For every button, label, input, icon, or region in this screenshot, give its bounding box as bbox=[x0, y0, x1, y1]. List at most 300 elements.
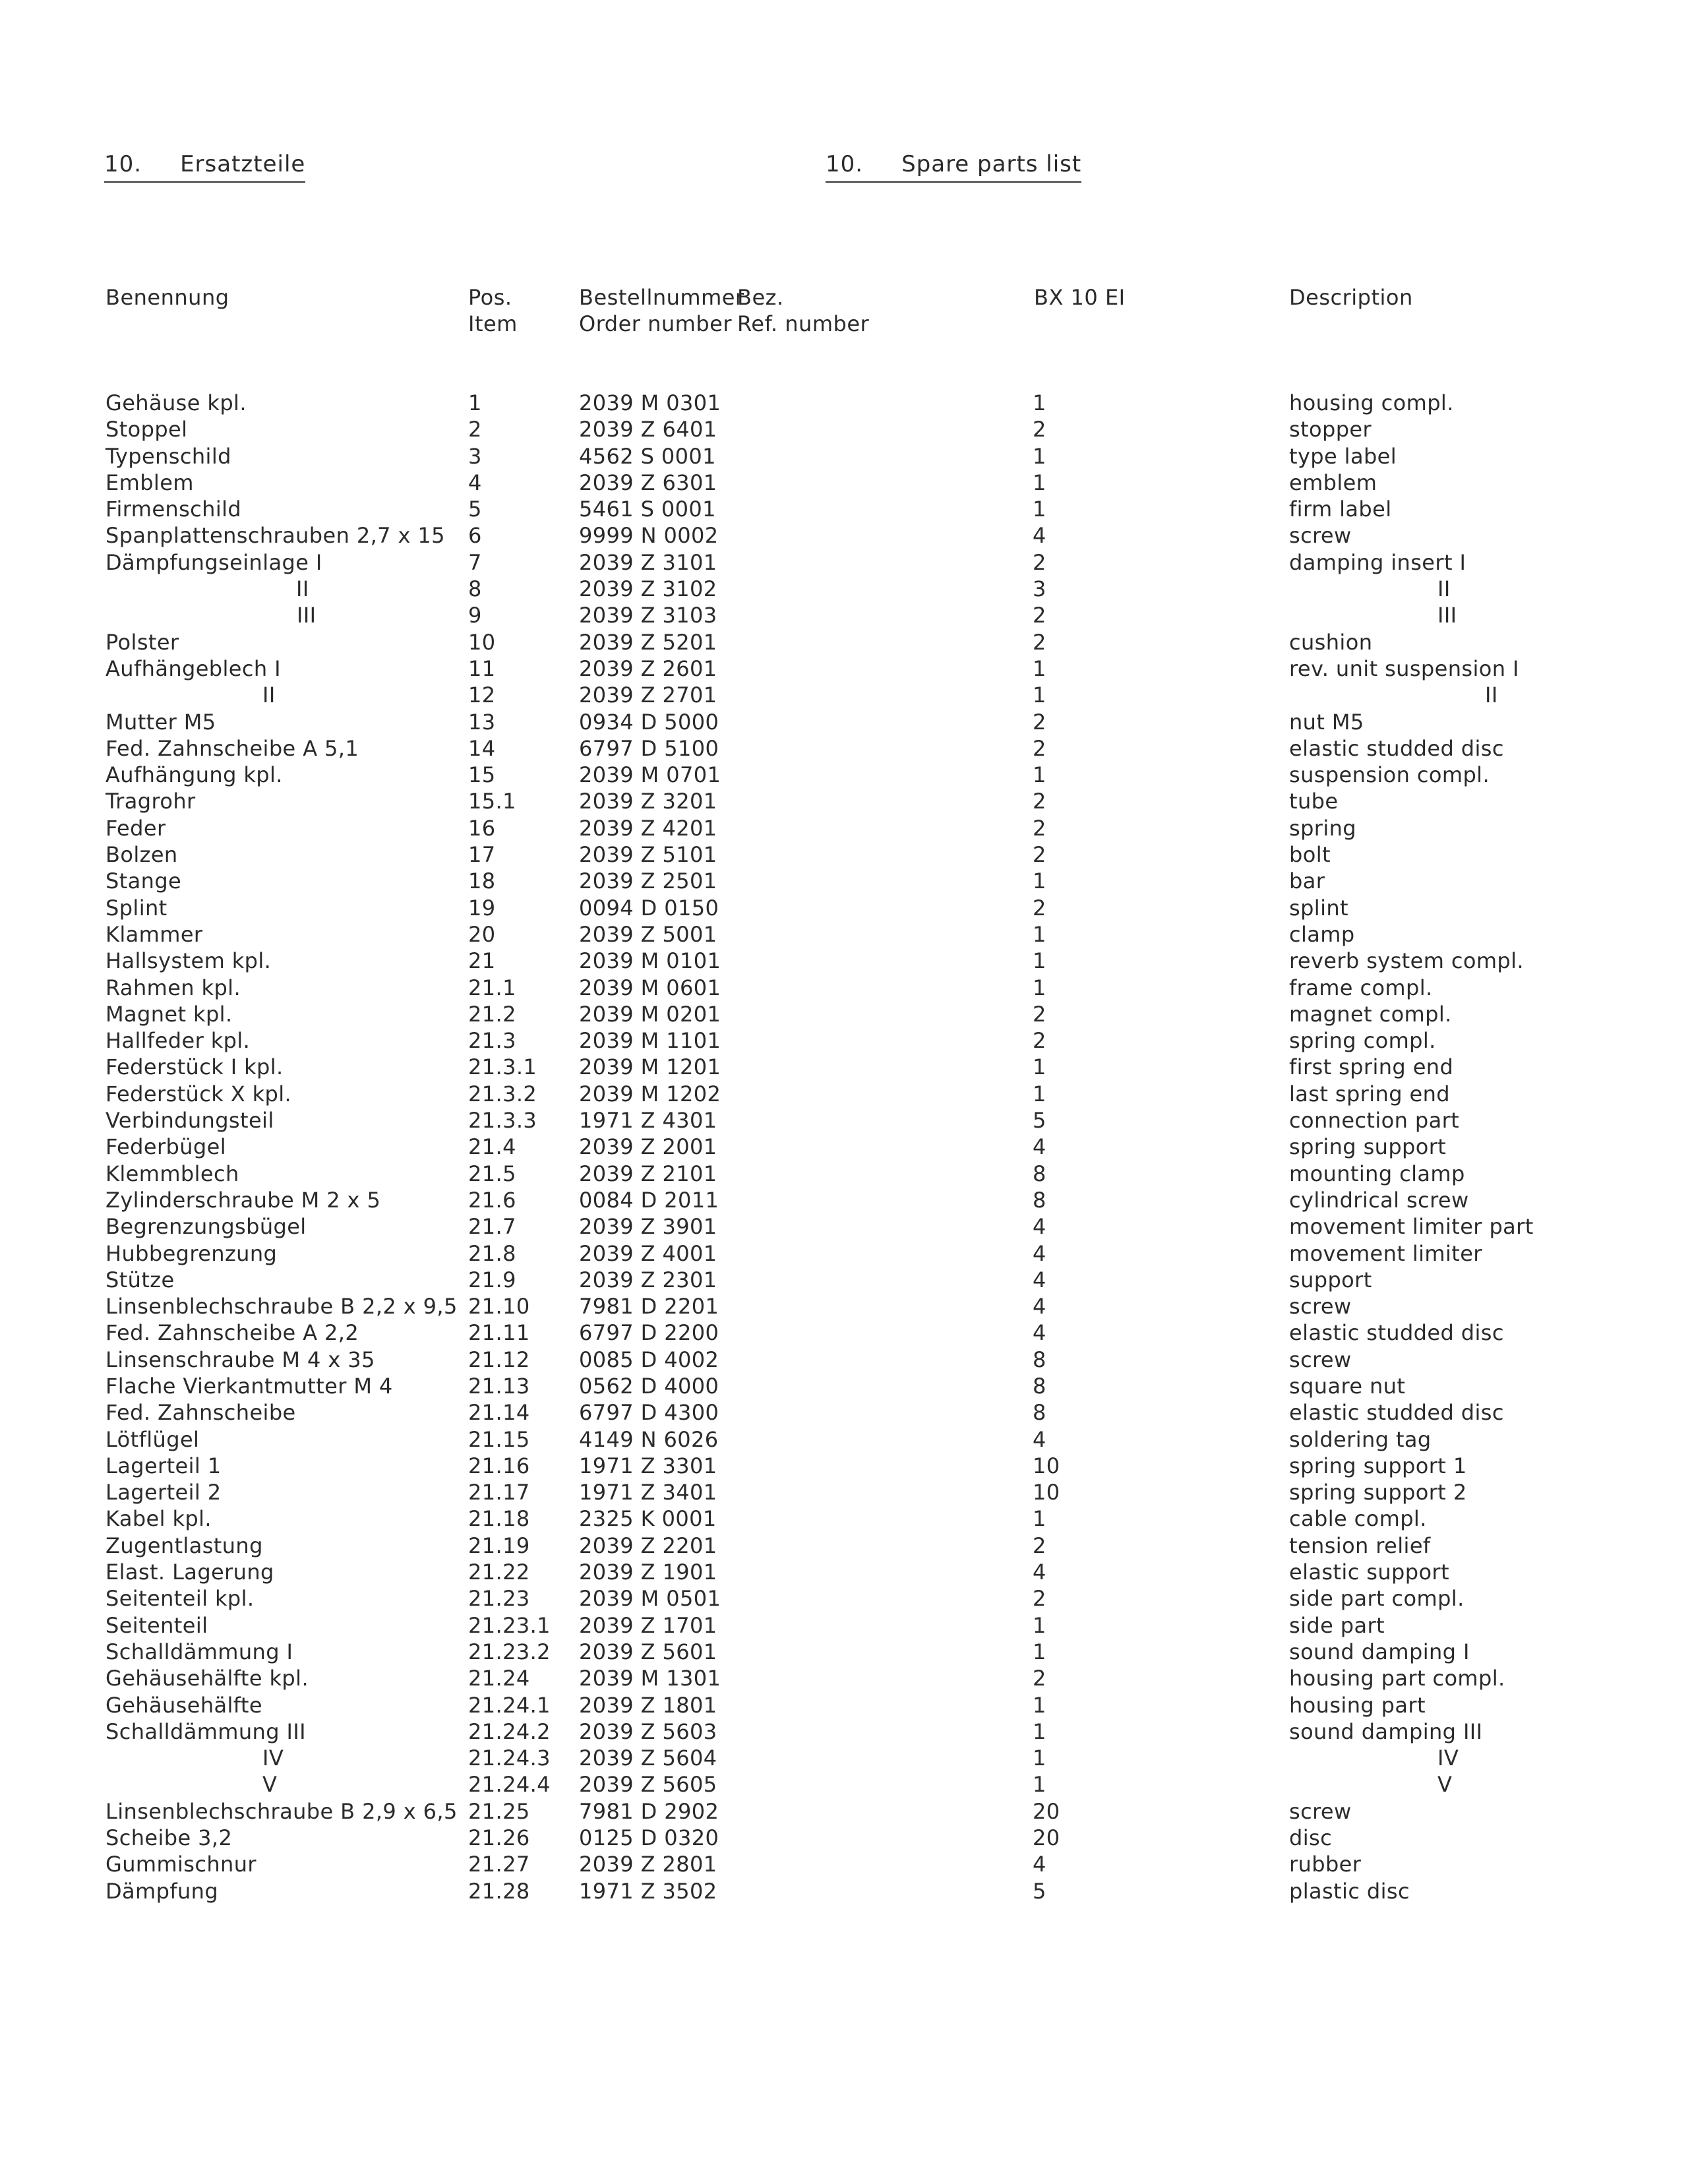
part-name: Spanplattenschrauben 2,7 x 15 bbox=[106, 523, 445, 549]
part-order-number: 2039 Z 5605 bbox=[579, 1772, 717, 1798]
part-description: housing compl. bbox=[1289, 390, 1454, 415]
part-pos: 14 bbox=[468, 735, 496, 761]
table-row bbox=[0, 682, 1692, 708]
part-order-number: 2039 Z 3103 bbox=[579, 603, 717, 628]
part-order-number: 0084 D 2011 bbox=[579, 1187, 719, 1213]
part-name: Tragrohr bbox=[106, 789, 196, 814]
part-pos: 21.26 bbox=[468, 1825, 530, 1851]
part-name: V bbox=[262, 1772, 278, 1798]
part-description: spring support bbox=[1289, 1134, 1447, 1160]
part-quantity: 2 bbox=[1033, 1028, 1046, 1054]
part-description: sound damping I bbox=[1289, 1639, 1470, 1664]
part-description: sound damping III bbox=[1289, 1718, 1483, 1744]
part-order-number: 2039 Z 5604 bbox=[579, 1745, 717, 1771]
part-name: Hallfeder kpl. bbox=[106, 1028, 251, 1054]
part-description: cylindrical screw bbox=[1289, 1187, 1469, 1213]
part-name: Polster bbox=[106, 629, 179, 655]
part-pos: 21.1 bbox=[468, 975, 516, 1000]
part-description: cable compl. bbox=[1289, 1506, 1427, 1532]
part-name: Flache Vierkantmutter M 4 bbox=[106, 1373, 393, 1399]
part-description: damping insert I bbox=[1289, 549, 1466, 575]
part-pos: 21.8 bbox=[468, 1240, 516, 1266]
part-name: Seitenteil kpl. bbox=[106, 1586, 255, 1612]
part-pos: 21.19 bbox=[468, 1532, 530, 1558]
part-description: II bbox=[1485, 682, 1498, 708]
table-row bbox=[0, 921, 1692, 948]
part-name: Linsenblechschraube B 2,9 x 6,5 bbox=[106, 1798, 458, 1824]
part-order-number: 2039 Z 6401 bbox=[579, 417, 717, 442]
part-name: Aufhängeblech I bbox=[106, 655, 281, 681]
part-name: Scheibe 3,2 bbox=[106, 1825, 233, 1851]
part-quantity: 1 bbox=[1033, 975, 1046, 1000]
part-name: Aufhängung kpl. bbox=[106, 762, 283, 788]
part-pos: 15.1 bbox=[468, 789, 516, 814]
part-description: III bbox=[1437, 603, 1457, 628]
part-order-number: 2039 M 0601 bbox=[579, 975, 721, 1000]
part-quantity: 2 bbox=[1033, 1586, 1046, 1612]
part-pos: 7 bbox=[468, 549, 482, 575]
part-pos: 21.13 bbox=[468, 1373, 530, 1399]
part-order-number: 1971 Z 3301 bbox=[579, 1453, 717, 1478]
part-order-number: 2039 M 1101 bbox=[579, 1028, 721, 1054]
part-order-number: 9999 N 0002 bbox=[579, 523, 719, 549]
part-quantity: 1 bbox=[1033, 868, 1046, 894]
part-description: disc bbox=[1289, 1825, 1333, 1851]
part-pos: 21.24.3 bbox=[468, 1745, 551, 1771]
part-pos: 21.23.1 bbox=[468, 1612, 551, 1638]
part-name: Stoppel bbox=[106, 417, 188, 442]
part-order-number: 2039 Z 1801 bbox=[579, 1692, 717, 1718]
part-quantity: 4 bbox=[1033, 1240, 1046, 1266]
part-quantity: 2 bbox=[1033, 1532, 1046, 1558]
table-row bbox=[0, 762, 1692, 788]
part-order-number: 2039 Z 2601 bbox=[579, 655, 717, 681]
part-quantity: 1 bbox=[1033, 1772, 1046, 1798]
part-quantity: 1 bbox=[1033, 443, 1046, 469]
part-quantity: 8 bbox=[1033, 1373, 1046, 1399]
part-pos: 5 bbox=[468, 497, 482, 522]
part-name: Begrenzungsbügel bbox=[106, 1214, 307, 1240]
part-order-number: 5461 S 0001 bbox=[579, 497, 716, 522]
part-name: Zylinderschraube M 2 x 5 bbox=[106, 1187, 381, 1213]
part-description: reverb system compl. bbox=[1289, 948, 1524, 974]
part-description: cushion bbox=[1289, 629, 1373, 655]
table-row bbox=[0, 1665, 1692, 1691]
part-name: Lagerteil 2 bbox=[106, 1480, 222, 1505]
part-description: side part compl. bbox=[1289, 1586, 1465, 1612]
part-pos: 11 bbox=[468, 655, 496, 681]
part-name: Stütze bbox=[106, 1267, 175, 1292]
part-order-number: 1971 Z 4301 bbox=[579, 1108, 717, 1134]
part-description: screw bbox=[1289, 1294, 1352, 1320]
part-order-number: 1971 Z 3502 bbox=[579, 1878, 717, 1904]
part-quantity: 5 bbox=[1033, 1878, 1046, 1904]
part-description: bolt bbox=[1289, 842, 1331, 868]
part-order-number: 2039 M 0501 bbox=[579, 1586, 721, 1612]
part-quantity: 4 bbox=[1033, 1560, 1046, 1585]
table-row bbox=[0, 1399, 1692, 1426]
part-quantity: 2 bbox=[1033, 1001, 1046, 1027]
part-description: frame compl. bbox=[1289, 975, 1433, 1000]
part-quantity: 4 bbox=[1033, 1134, 1046, 1160]
part-description: firm label bbox=[1289, 497, 1392, 522]
part-pos: 21.3.3 bbox=[468, 1108, 537, 1134]
part-quantity: 8 bbox=[1033, 1161, 1046, 1186]
part-order-number: 2039 Z 2201 bbox=[579, 1532, 717, 1558]
part-quantity: 4 bbox=[1033, 523, 1046, 549]
part-name: Gehäusehälfte kpl. bbox=[106, 1666, 309, 1691]
part-pos: 8 bbox=[468, 576, 482, 602]
table-row bbox=[0, 1612, 1692, 1639]
part-quantity: 1 bbox=[1033, 762, 1046, 788]
part-description: screw bbox=[1289, 523, 1352, 549]
part-pos: 21.24.4 bbox=[468, 1772, 551, 1798]
part-pos: 1 bbox=[468, 390, 482, 415]
part-description: tube bbox=[1289, 789, 1339, 814]
part-pos: 13 bbox=[468, 709, 496, 735]
part-pos: 21.27 bbox=[468, 1852, 530, 1877]
part-description: side part bbox=[1289, 1612, 1385, 1638]
part-pos: 17 bbox=[468, 842, 496, 868]
table-row bbox=[0, 1851, 1692, 1877]
table-row bbox=[0, 390, 1692, 416]
part-order-number: 1971 Z 3401 bbox=[579, 1480, 717, 1505]
table-row bbox=[0, 1798, 1692, 1825]
part-name: Rahmen kpl. bbox=[106, 975, 241, 1000]
table-row bbox=[0, 1639, 1692, 1665]
table-row bbox=[0, 1081, 1692, 1107]
part-name: Verbindungsteil bbox=[106, 1108, 274, 1134]
part-quantity: 1 bbox=[1033, 921, 1046, 947]
part-name: II bbox=[296, 576, 309, 602]
part-description: stopper bbox=[1289, 417, 1372, 442]
part-order-number: 2039 Z 6301 bbox=[579, 470, 717, 495]
part-quantity: 8 bbox=[1033, 1187, 1046, 1213]
part-name: Linsenschraube M 4 x 35 bbox=[106, 1347, 375, 1372]
part-quantity: 1 bbox=[1033, 1081, 1046, 1107]
part-name: Firmenschild bbox=[106, 497, 242, 522]
part-description: bar bbox=[1289, 868, 1325, 894]
part-name: Emblem bbox=[106, 470, 194, 495]
part-order-number: 2039 M 0701 bbox=[579, 762, 721, 788]
section-number: 10. bbox=[826, 151, 864, 177]
table-row bbox=[0, 1213, 1692, 1240]
part-order-number: 2039 Z 2501 bbox=[579, 868, 717, 894]
table-row bbox=[0, 1718, 1692, 1745]
part-name: Kabel kpl. bbox=[106, 1506, 212, 1532]
part-name: Hallsystem kpl. bbox=[106, 948, 272, 974]
part-name: Seitenteil bbox=[106, 1612, 208, 1638]
part-quantity: 20 bbox=[1033, 1825, 1060, 1851]
table-row bbox=[0, 1505, 1692, 1532]
part-description: housing part bbox=[1289, 1692, 1426, 1718]
table-row bbox=[0, 470, 1692, 496]
part-pos: 3 bbox=[468, 443, 482, 469]
part-order-number: 2039 Z 5601 bbox=[579, 1639, 717, 1664]
part-pos: 21 bbox=[468, 948, 496, 974]
part-description: elastic studded disc bbox=[1289, 1320, 1504, 1346]
section-heading-german bbox=[104, 151, 305, 183]
part-description: soldering tag bbox=[1289, 1426, 1432, 1452]
part-name: Zugentlastung bbox=[106, 1532, 263, 1558]
part-quantity: 2 bbox=[1033, 709, 1046, 735]
part-pos: 21.4 bbox=[468, 1134, 516, 1160]
part-order-number: 6797 D 2200 bbox=[579, 1320, 719, 1346]
part-pos: 21.12 bbox=[468, 1347, 530, 1372]
part-quantity: 2 bbox=[1033, 815, 1046, 841]
part-description: elastic studded disc bbox=[1289, 1400, 1504, 1426]
part-description: movement limiter part bbox=[1289, 1214, 1534, 1240]
part-pos: 21.25 bbox=[468, 1798, 530, 1824]
part-pos: 21.18 bbox=[468, 1506, 530, 1532]
part-order-number: 2039 Z 1701 bbox=[579, 1612, 717, 1638]
table-row bbox=[0, 1134, 1692, 1160]
part-quantity: 2 bbox=[1033, 842, 1046, 868]
part-pos: 9 bbox=[468, 603, 482, 628]
part-quantity: 4 bbox=[1033, 1214, 1046, 1240]
part-quantity: 1 bbox=[1033, 1745, 1046, 1771]
part-quantity: 3 bbox=[1033, 576, 1046, 602]
table-row bbox=[0, 1054, 1692, 1080]
part-pos: 21.17 bbox=[468, 1480, 530, 1505]
table-row bbox=[0, 602, 1692, 628]
part-pos: 6 bbox=[468, 523, 482, 549]
part-order-number: 0562 D 4000 bbox=[579, 1373, 719, 1399]
table-row bbox=[0, 576, 1692, 602]
column-header-model: BX 10 EI bbox=[1034, 285, 1126, 310]
table-row bbox=[0, 1107, 1692, 1134]
part-pos: 21.11 bbox=[468, 1320, 530, 1346]
part-name: Gehäuse kpl. bbox=[106, 390, 247, 415]
part-description: connection part bbox=[1289, 1108, 1460, 1134]
part-pos: 21.3 bbox=[468, 1028, 516, 1054]
part-pos: 4 bbox=[468, 470, 482, 495]
part-quantity: 1 bbox=[1033, 497, 1046, 522]
part-description: clamp bbox=[1289, 921, 1355, 947]
part-order-number: 6797 D 4300 bbox=[579, 1400, 719, 1426]
part-quantity: 4 bbox=[1033, 1320, 1046, 1346]
part-name: Splint bbox=[106, 895, 167, 921]
part-order-number: 2039 M 1301 bbox=[579, 1666, 721, 1691]
table-row bbox=[0, 1453, 1692, 1479]
table-row bbox=[0, 1771, 1692, 1798]
table-row bbox=[0, 948, 1692, 974]
table-row bbox=[0, 788, 1692, 814]
column-header-pos: Pos. Item bbox=[468, 285, 518, 336]
part-pos: 21.14 bbox=[468, 1400, 530, 1426]
part-name: Schalldämmung III bbox=[106, 1718, 307, 1744]
part-quantity: 2 bbox=[1033, 629, 1046, 655]
section-title: Spare parts list bbox=[901, 151, 1082, 177]
part-description: first spring end bbox=[1289, 1054, 1454, 1080]
part-quantity: 2 bbox=[1033, 417, 1046, 442]
table-row bbox=[0, 416, 1692, 442]
table-row bbox=[0, 1532, 1692, 1559]
part-pos: 21.24.1 bbox=[468, 1692, 551, 1718]
part-order-number: 6797 D 5100 bbox=[579, 735, 719, 761]
part-order-number: 2039 Z 3901 bbox=[579, 1214, 717, 1240]
part-description: elastic studded disc bbox=[1289, 735, 1504, 761]
part-pos: 16 bbox=[468, 815, 496, 841]
part-description: emblem bbox=[1289, 470, 1377, 495]
part-description: movement limiter bbox=[1289, 1240, 1482, 1266]
part-pos: 10 bbox=[468, 629, 496, 655]
part-description: square nut bbox=[1289, 1373, 1406, 1399]
column-header-name: Benennung bbox=[106, 285, 229, 310]
table-row bbox=[0, 1001, 1692, 1027]
part-order-number: 2039 Z 5001 bbox=[579, 921, 717, 947]
part-quantity: 1 bbox=[1033, 1718, 1046, 1744]
part-description: V bbox=[1437, 1772, 1453, 1798]
table-row bbox=[0, 1878, 1692, 1904]
section-title: Ersatzteile bbox=[180, 151, 306, 177]
part-name: Schalldämmung I bbox=[106, 1639, 293, 1664]
section-heading-english bbox=[826, 151, 1081, 183]
part-pos: 21.24 bbox=[468, 1666, 530, 1691]
table-row bbox=[0, 1320, 1692, 1346]
part-quantity: 2 bbox=[1033, 789, 1046, 814]
part-description: magnet compl. bbox=[1289, 1001, 1452, 1027]
part-name: Gehäusehälfte bbox=[106, 1692, 262, 1718]
part-name: Feder bbox=[106, 815, 166, 841]
part-pos: 21.7 bbox=[468, 1214, 516, 1240]
table-row bbox=[0, 1479, 1692, 1505]
part-pos: 12 bbox=[468, 682, 496, 708]
part-name: Gummischnur bbox=[106, 1852, 257, 1877]
part-description: spring support 2 bbox=[1289, 1480, 1467, 1505]
part-name: IV bbox=[262, 1745, 284, 1771]
table-row bbox=[0, 1825, 1692, 1851]
part-order-number: 2039 M 0201 bbox=[579, 1001, 721, 1027]
part-quantity: 10 bbox=[1033, 1453, 1060, 1478]
part-description: mounting clamp bbox=[1289, 1161, 1465, 1186]
part-quantity: 8 bbox=[1033, 1400, 1046, 1426]
part-description: housing part compl. bbox=[1289, 1666, 1505, 1691]
part-quantity: 1 bbox=[1033, 390, 1046, 415]
part-pos: 21.10 bbox=[468, 1294, 530, 1320]
part-order-number: 2039 M 1202 bbox=[579, 1081, 721, 1107]
part-name: Federstück X kpl. bbox=[106, 1081, 292, 1107]
part-quantity: 2 bbox=[1033, 549, 1046, 575]
part-order-number: 0094 D 0150 bbox=[579, 895, 719, 921]
table-row bbox=[0, 549, 1692, 576]
part-description: screw bbox=[1289, 1798, 1352, 1824]
table-row bbox=[0, 1426, 1692, 1453]
table-row bbox=[0, 655, 1692, 682]
part-description: splint bbox=[1289, 895, 1348, 921]
part-quantity: 4 bbox=[1033, 1294, 1046, 1320]
table-row bbox=[0, 629, 1692, 655]
part-description: II bbox=[1437, 576, 1451, 602]
part-quantity: 4 bbox=[1033, 1852, 1046, 1877]
part-description: plastic disc bbox=[1289, 1878, 1410, 1904]
part-name: Lötflügel bbox=[106, 1426, 200, 1452]
part-pos: 21.15 bbox=[468, 1426, 530, 1452]
part-name: Fed. Zahnscheibe A 5,1 bbox=[106, 735, 359, 761]
part-order-number: 2039 Z 3102 bbox=[579, 576, 717, 602]
part-pos: 21.5 bbox=[468, 1161, 516, 1186]
table-row bbox=[0, 443, 1692, 470]
part-quantity: 1 bbox=[1033, 1054, 1046, 1080]
part-pos: 18 bbox=[468, 868, 496, 894]
part-quantity: 2 bbox=[1033, 603, 1046, 628]
table-row bbox=[0, 1267, 1692, 1293]
part-quantity: 1 bbox=[1033, 470, 1046, 495]
part-quantity: 5 bbox=[1033, 1108, 1046, 1134]
part-description: type label bbox=[1289, 443, 1397, 469]
part-quantity: 4 bbox=[1033, 1426, 1046, 1452]
part-quantity: 4 bbox=[1033, 1267, 1046, 1292]
part-quantity: 1 bbox=[1033, 1639, 1046, 1664]
part-pos: 21.28 bbox=[468, 1878, 530, 1904]
part-name: Linsenblechschraube B 2,2 x 9,5 bbox=[106, 1294, 458, 1320]
part-order-number: 2325 K 0001 bbox=[579, 1506, 717, 1532]
part-quantity: 2 bbox=[1033, 895, 1046, 921]
part-order-number: 2039 Z 2801 bbox=[579, 1852, 717, 1877]
part-description: rubber bbox=[1289, 1852, 1362, 1877]
part-order-number: 2039 Z 2101 bbox=[579, 1161, 717, 1186]
part-order-number: 2039 M 0301 bbox=[579, 390, 721, 415]
table-row bbox=[0, 522, 1692, 549]
table-row bbox=[0, 1161, 1692, 1187]
part-order-number: 4562 S 0001 bbox=[579, 443, 716, 469]
part-pos: 21.22 bbox=[468, 1560, 530, 1585]
part-pos: 2 bbox=[468, 417, 482, 442]
table-row bbox=[0, 496, 1692, 522]
part-order-number: 0085 D 4002 bbox=[579, 1347, 719, 1372]
part-pos: 21.9 bbox=[468, 1267, 516, 1292]
part-description: suspension compl. bbox=[1289, 762, 1490, 788]
part-description: rev. unit suspension I bbox=[1289, 655, 1519, 681]
table-row bbox=[0, 1027, 1692, 1054]
part-pos: 15 bbox=[468, 762, 496, 788]
part-pos: 21.6 bbox=[468, 1187, 516, 1213]
part-order-number: 2039 M 1201 bbox=[579, 1054, 721, 1080]
part-quantity: 10 bbox=[1033, 1480, 1060, 1505]
part-name: II bbox=[262, 682, 276, 708]
part-name: Federbügel bbox=[106, 1134, 226, 1160]
part-order-number: 0125 D 0320 bbox=[579, 1825, 719, 1851]
part-pos: 19 bbox=[468, 895, 496, 921]
part-quantity: 8 bbox=[1033, 1347, 1046, 1372]
table-row bbox=[0, 841, 1692, 868]
part-pos: 21.2 bbox=[468, 1001, 516, 1027]
part-quantity: 2 bbox=[1033, 735, 1046, 761]
part-description: spring support 1 bbox=[1289, 1453, 1467, 1478]
part-order-number: 2039 Z 5201 bbox=[579, 629, 717, 655]
part-description: tension relief bbox=[1289, 1532, 1431, 1558]
column-header-ref: Bez. Ref. number bbox=[737, 285, 870, 336]
column-header-order: Bestellnummer Order number bbox=[579, 285, 744, 336]
part-pos: 21.3.2 bbox=[468, 1081, 537, 1107]
part-pos: 21.16 bbox=[468, 1453, 530, 1478]
part-name: Klammer bbox=[106, 921, 203, 947]
table-row bbox=[0, 975, 1692, 1001]
table-row bbox=[0, 1745, 1692, 1771]
part-name: Elast. Lagerung bbox=[106, 1560, 274, 1585]
part-name: Fed. Zahnscheibe A 2,2 bbox=[106, 1320, 359, 1346]
part-order-number: 7981 D 2201 bbox=[579, 1294, 719, 1320]
part-description: spring compl. bbox=[1289, 1028, 1436, 1054]
part-quantity: 1 bbox=[1033, 655, 1046, 681]
part-pos: 21.24.2 bbox=[468, 1718, 551, 1744]
part-name: Klemmblech bbox=[106, 1161, 239, 1186]
part-description: screw bbox=[1289, 1347, 1352, 1372]
part-name: Federstück I kpl. bbox=[106, 1054, 284, 1080]
part-description: spring bbox=[1289, 815, 1357, 841]
part-pos: 20 bbox=[468, 921, 496, 947]
column-header-description: Description bbox=[1289, 285, 1413, 310]
